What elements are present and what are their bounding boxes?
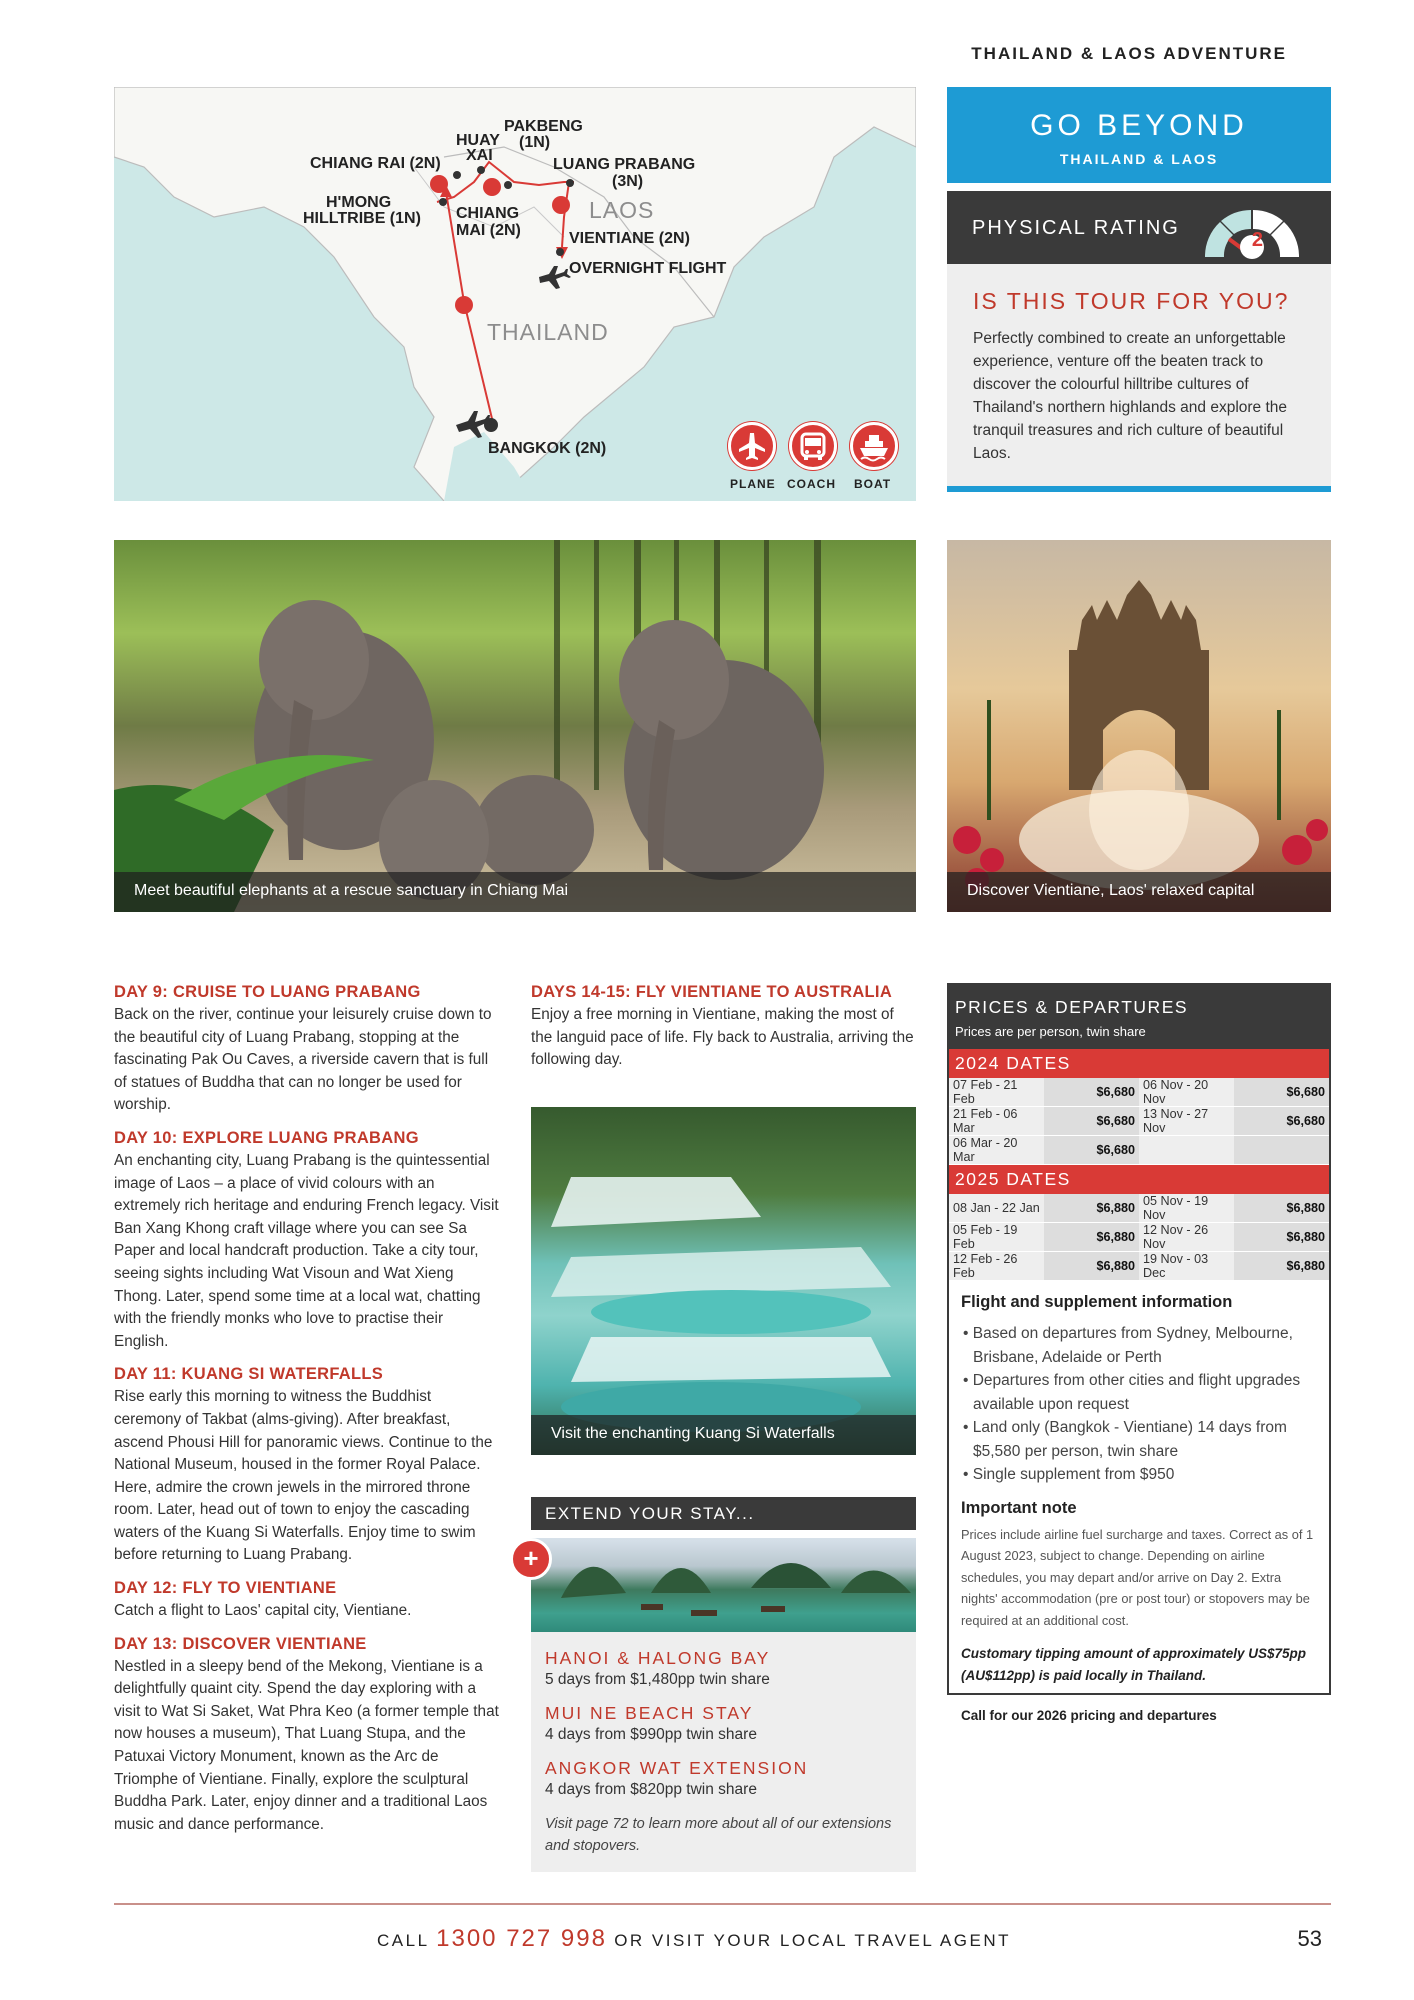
year-heading-2024: 2024 DATES <box>949 1049 1329 1078</box>
table-row <box>949 1078 1329 1107</box>
extension-item <box>545 1758 902 1799</box>
flight-info-list <box>961 1322 1317 1487</box>
map-label-hilltribe: HILLTRIBE (1N) <box>303 210 421 227</box>
go-beyond-title: GO BEYOND <box>1030 109 1248 142</box>
table-row <box>949 1252 1329 1281</box>
elephants-caption: Meet beautiful elephants at a rescue sanctuary in Chiang Mai <box>114 872 916 912</box>
prices-heading: PRICES & DEPARTURES <box>955 997 1189 1017</box>
departure-dates: 13 Nov - 27 Nov <box>1139 1107 1234 1136</box>
waterfalls-photo <box>531 1107 916 1455</box>
call-2026-note: Call for our 2026 pricing and departures <box>961 1708 1217 1723</box>
departure-dates: 08 Jan - 22 Jan <box>949 1194 1044 1223</box>
extension-price: 4 days from $820pp twin share <box>545 1781 757 1798</box>
departure-dates: 19 Nov - 03 Dec <box>1139 1252 1234 1281</box>
map-label-overnight-flight: OVERNIGHT FLIGHT <box>569 260 727 277</box>
departure-price: $6,680 <box>1044 1136 1139 1165</box>
footer-call-label: CALL <box>377 1931 429 1950</box>
itinerary-day <box>114 1579 499 1623</box>
departure-price: $6,880 <box>1044 1194 1139 1223</box>
day-heading: DAY 11: KUANG SI WATERFALLS <box>114 1365 384 1384</box>
boat-icon <box>850 422 898 470</box>
itinerary-day <box>114 1129 499 1353</box>
map-label-xai: XAI <box>466 147 493 164</box>
departure-dates: 05 Feb - 19 Feb <box>949 1223 1044 1252</box>
itinerary-day <box>114 983 499 1117</box>
extension-title: ANGKOR WAT EXTENSION <box>545 1758 809 1778</box>
vientiane-photo <box>947 540 1331 912</box>
go-beyond-banner <box>947 87 1331 183</box>
flight-info-heading: Flight and supplement information <box>961 1293 1233 1311</box>
list-item: • Based on departures from Sydney, Melbourne, Brisbane, Adelaide or Perth <box>963 1325 1293 1366</box>
waterfalls-caption: Visit the enchanting Kuang Si Waterfalls <box>531 1415 916 1455</box>
itinerary-column-2 <box>531 983 916 1084</box>
prices-departures-box <box>947 983 1331 1695</box>
day-heading: DAYS 14-15: FLY VIENTIANE TO AUSTRALIA <box>531 983 893 1001</box>
departure-price: $6,880 <box>1044 1223 1139 1252</box>
departure-dates: 05 Nov - 19 Nov <box>1139 1194 1234 1223</box>
table-row <box>949 1194 1329 1223</box>
departure-dates: 06 Mar - 20 Mar <box>949 1136 1044 1165</box>
map-label-luang-prabang: LUANG PRABANG <box>553 156 696 173</box>
halong-bay-photo <box>531 1538 916 1632</box>
map-label-bangkok: BANGKOK (2N) <box>488 440 607 457</box>
departure-dates: 12 Nov - 26 Nov <box>1139 1223 1234 1252</box>
map-label-pakbeng-nights: (1N) <box>519 134 551 151</box>
day-text: Nestled in a sleepy bend of the Mekong, Vientiane is a delightfully quaint city. Spend the day exploring with a visit to Wat Si Saket, Wat Phra Keo (a former temple that now houses a museum), That Luang Stupa, and the Patuxai Victory Monument, known as the Arc de Triomphe of Vientiane. Finally, explore the sculptural Buddha Park. Later, enjoy dinner and a traditional Laos music and dance performance. <box>114 1657 499 1833</box>
day-heading: DAY 9: CRUISE TO LUANG PRABANG <box>114 983 421 1001</box>
map-label-huay: HUAY <box>456 132 500 149</box>
extend-stay-heading: EXTEND YOUR STAY... <box>531 1497 916 1530</box>
list-item: • Land only (Bangkok - Vientiane) 14 days from $5,580 per person, twin share <box>963 1419 1287 1460</box>
coach-icon <box>789 422 837 470</box>
day-text: Catch a flight to Laos' capital city, Vientiane. <box>114 1602 412 1620</box>
physical-rating-bar <box>947 191 1331 264</box>
tour-for-you-text: Perfectly combined to create an unforgettable experience, venture off the beaten track to discover the colourful hilltribe cultures of Thailand's northern highlands and explore the tranquil treasures and rich culture of beautiful Laos. <box>973 330 1288 462</box>
itinerary-day <box>114 1635 499 1837</box>
prices-info <box>949 1281 1329 1686</box>
departure-price: $6,680 <box>1234 1107 1329 1136</box>
list-item: • Single supplement from $950 <box>963 1466 1175 1483</box>
day-text: Back on the river, continue your leisurely cruise down to the beautiful city of Luang Prabang, stopping at the fascinating Pak Ou Caves, a riverside cavern that is full of statues of Buddha that can no longer be used for worship. <box>114 1006 492 1114</box>
departure-dates: 12 Feb - 26 Feb <box>949 1252 1044 1281</box>
extension-item <box>545 1703 902 1744</box>
day-heading: DAY 10: EXPLORE LUANG PRABANG <box>114 1128 419 1147</box>
day-text: Rise early this morning to witness the Buddhist ceremony of Takbat (alms-giving). After breakfast, ascend Phousi Hill for panoramic views. Continue to the National Museum, housed in the former Royal Palace. Here, admire the crown jewels in the mirrored throne room. Later, head out of town to enjoy the cascading waters of the Kuang Si Waterfalls. Enjoy time to swim before returning to Luang Prabang. <box>114 1388 493 1564</box>
departure-price: $6,680 <box>1044 1078 1139 1107</box>
map-country-laos: LAOS <box>589 197 655 223</box>
departure-price: $6,880 <box>1234 1252 1329 1281</box>
departure-price <box>1234 1136 1329 1165</box>
prices-subheading: Prices are per person, twin share <box>955 1024 1146 1039</box>
tour-for-you-heading: IS THIS TOUR FOR YOU? <box>973 288 1290 314</box>
itinerary-day <box>114 1365 499 1567</box>
day-text: Enjoy a free morning in Vientiane, making the most of the languid pace of life. Fly back to Australia, arriving the following day. <box>531 1006 914 1069</box>
important-note-text: Prices include airline fuel surcharge and taxes. Correct as of 1 August 2023, subject to change. Depending on airline schedules, you may depart and/or arrive on Day 2. Extra nights' accommodation (pre or post tour) or stopovers may be required at an additional cost. <box>961 1526 1314 1628</box>
itinerary-column-1 <box>114 983 499 1848</box>
map-label-chiang-rai: CHIANG RAI (2N) <box>310 155 441 172</box>
departure-price: $6,880 <box>1234 1194 1329 1223</box>
page-number: 53 <box>1297 1926 1322 1951</box>
departure-price: $6,880 <box>1234 1223 1329 1252</box>
price-table-2024 <box>949 1078 1329 1165</box>
section-tag: THAILAND & LAOS ADVENTURE <box>971 44 1287 63</box>
departure-dates <box>1139 1136 1234 1165</box>
map-label-vientiane: VIENTIANE (2N) <box>569 230 690 247</box>
day-heading: DAY 12: FLY TO VIENTIANE <box>114 1579 337 1598</box>
vientiane-caption: Discover Vientiane, Laos' relaxed capital <box>947 872 1331 912</box>
departure-dates: 06 Nov - 20 Nov <box>1139 1078 1234 1107</box>
itinerary-day <box>531 983 916 1072</box>
map-label-mai: MAI (2N) <box>456 222 521 239</box>
go-beyond-subtitle: THAILAND & LAOS <box>1059 151 1219 167</box>
list-item-text: Departures from other cities and flight upgrades available upon request <box>972 1372 1301 1413</box>
prices-header <box>949 985 1329 1049</box>
list-item-text: Single supplement from $950 <box>972 1466 1175 1483</box>
list-item-text: Based on departures from Sydney, Melbourne, Brisbane, Adelaide or Perth <box>972 1325 1293 1366</box>
year-heading-2025: 2025 DATES <box>949 1165 1329 1194</box>
tipping-note: Customary tipping amount of approximately US$75pp (AU$112pp) is paid locally in Thailand. <box>961 1646 1307 1683</box>
departure-price: $6,680 <box>1234 1078 1329 1107</box>
footer-phone[interactable]: 1300 727 998 <box>436 1925 607 1952</box>
extension-note: Visit page 72 to learn more about all of our extensions and stopovers. <box>545 1816 892 1854</box>
table-row <box>949 1223 1329 1252</box>
extension-title: HANOI & HALONG BAY <box>545 1648 771 1668</box>
tour-for-you-box <box>947 264 1331 492</box>
plane-icon <box>728 422 776 470</box>
footer-divider <box>114 1903 1331 1905</box>
departure-dates: 21 Feb - 06 Mar <box>949 1107 1044 1136</box>
map-country-thailand: THAILAND <box>487 319 609 345</box>
day-text: An enchanting city, Luang Prabang is the quintessential image of Laos – a place of vivid colours with an extremely rich heritage and enduring French legacy. Visit Ban Xang Khong craft village where you can see Sa Paper and local handcraft production. Take a city tour, seeing sights including Wat Visoun and Wat Xieng Thong. Later, spend some time at a local wat, chatting with the friendly monks who love to practise their English. <box>114 1151 499 1350</box>
physical-rating-label: PHYSICAL RATING <box>972 217 1180 239</box>
transport-label-plane: PLANE <box>730 477 776 491</box>
extension-title: MUI NE BEACH STAY <box>545 1703 754 1723</box>
list-item: • Departures from other cities and flight upgrades available upon request <box>963 1372 1301 1413</box>
extension-price: 4 days from $990pp twin share <box>545 1726 757 1743</box>
extension-price: 5 days from $1,480pp twin share <box>545 1671 770 1688</box>
map-label-hmong: H'MONG <box>326 194 392 211</box>
important-note-heading: Important note <box>961 1498 1077 1517</box>
elephants-photo <box>114 540 916 912</box>
footer-call <box>114 1925 1274 1953</box>
map-label-luang-prabang-nights: (3N) <box>612 173 644 190</box>
transport-label-coach: COACH <box>787 477 836 491</box>
departure-price: $6,880 <box>1044 1252 1139 1281</box>
departure-dates: 07 Feb - 21 Feb <box>949 1078 1044 1107</box>
footer-agent-text: OR VISIT YOUR LOCAL TRAVEL AGENT <box>614 1931 1011 1950</box>
extension-item <box>545 1648 902 1689</box>
route-map <box>114 87 916 501</box>
map-label-chiang: CHIANG <box>456 205 520 222</box>
price-table-2025 <box>949 1194 1329 1281</box>
day-heading: DAY 13: DISCOVER VIENTIANE <box>114 1634 367 1653</box>
physical-rating-value: 2 <box>1251 229 1263 251</box>
plus-icon: + <box>510 1538 552 1580</box>
map-label-pakbeng: PAKBENG <box>504 118 583 135</box>
transport-label-boat: BOAT <box>854 477 892 491</box>
table-row <box>949 1107 1329 1136</box>
departure-price: $6,680 <box>1044 1107 1139 1136</box>
list-item-text: Land only (Bangkok - Vientiane) 14 days from $5,580 per person, twin share <box>972 1419 1287 1460</box>
table-row <box>949 1136 1329 1165</box>
extend-stay-box <box>531 1632 916 1872</box>
